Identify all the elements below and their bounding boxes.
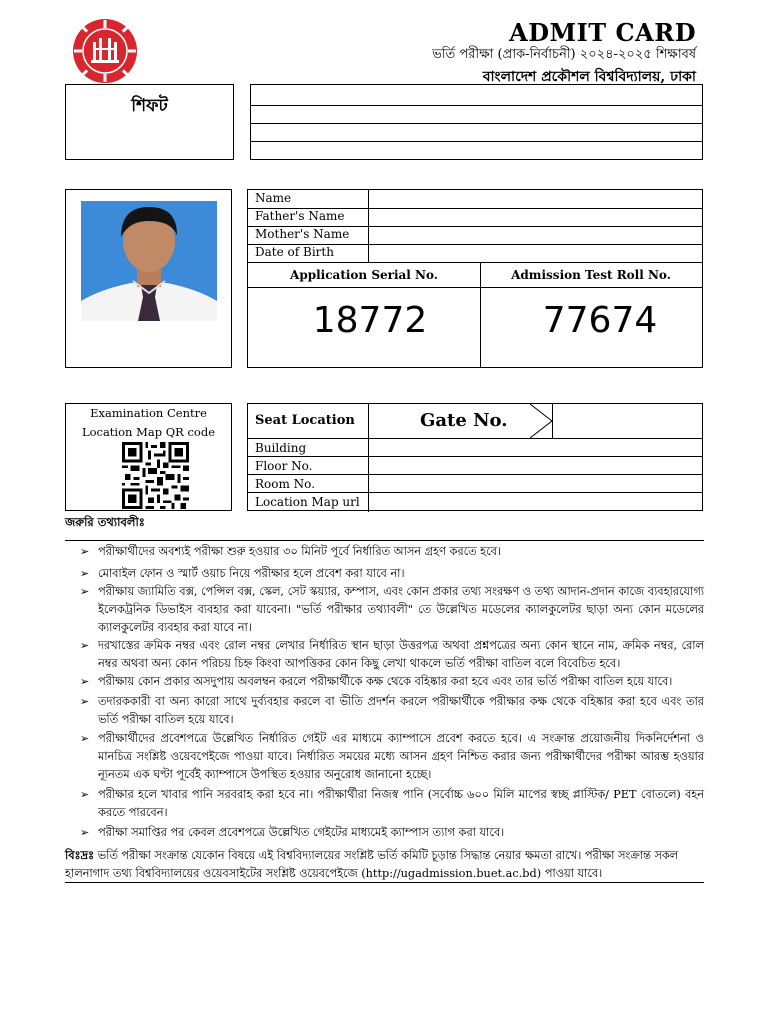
floor-row bbox=[248, 456, 702, 476]
serial-number: 18772 bbox=[312, 300, 428, 341]
arrow-bullet-icon: ➢ bbox=[80, 788, 90, 801]
instruction-text: পরীক্ষার্থীদের অবশ্যই পরীক্ষা শুরু হওয়ার ৩০ মিনিট পূর্বে নির্ধারিত আসন গ্রহণ করতে হবে। bbox=[98, 545, 501, 558]
seat-location-label: Seat Location bbox=[255, 413, 355, 428]
notice bbox=[65, 846, 704, 883]
roll-header: Admission Test Roll No. bbox=[480, 264, 702, 288]
room-label: Room No. bbox=[255, 477, 316, 491]
mother-name-row bbox=[248, 226, 702, 245]
instruction-item bbox=[65, 786, 704, 822]
qr-caption-line-1: Examination Centre bbox=[90, 406, 207, 420]
building-row bbox=[248, 438, 702, 458]
dob-row bbox=[248, 244, 702, 263]
instructions-heading: জরুরি তথ্যাবলীঃ bbox=[65, 515, 145, 529]
university-seal-logo bbox=[72, 18, 138, 84]
instruction-text: তদারককারী বা অন্য কারো সাথে দুর্ব্যবহার করলে বা ভীতি প্রদর্শন করলে পরীক্ষার্থীকে পরীক্ষার কক্ষ থেকে বহিষ্কার করা হবে এবং তার ভর্তি পরীক্ষা বাতিল হয়ে যাবে। bbox=[98, 695, 704, 726]
gate-value-divider bbox=[552, 404, 553, 438]
instruction-item bbox=[65, 637, 704, 673]
serial-header: Application Serial No. bbox=[248, 264, 480, 288]
instruction-text: পরীক্ষার হলে খাবার পানি সরবরাহ করা হবে না। পরীক্ষার্থীরা নিজস্ব পানি (সর্বোচ্চ ৬০০ মিলি মাপের স্বচ্ছ প্লাস্টিক/ PET বোতলে) বহন করতে পারবেন। bbox=[98, 788, 704, 819]
instructions-bottom-rule bbox=[65, 882, 704, 883]
qr-caption bbox=[66, 404, 231, 442]
admit-card-title: ADMIT CARD bbox=[509, 18, 696, 47]
arrow-bullet-icon: ➢ bbox=[80, 826, 90, 839]
gate-label: Gate No. bbox=[420, 410, 508, 431]
shift-box bbox=[65, 84, 234, 160]
qr-caption-line-2: Location Map QR code bbox=[81, 425, 216, 439]
seat-location-table bbox=[247, 403, 703, 511]
notice-label: বিঃদ্রঃ bbox=[65, 848, 95, 862]
name-label: Name bbox=[255, 191, 292, 205]
shift-line bbox=[251, 141, 702, 142]
arrow-bullet-icon: ➢ bbox=[80, 545, 90, 558]
instruction-item bbox=[65, 565, 704, 583]
mother-name-label: Mother's Name bbox=[255, 227, 350, 241]
instruction-text: দরখাস্তের ক্রমিক নম্বর এবং রোল নম্বর লেখার নির্ধারিত স্থান ছাড়া উত্তরপত্র অথবা প্রশ্নপত্রের অন্য কোন স্থানে নাম, ক্রমিক নম্বর, রোল নম্বর অথবা অন্য কোন পরিচয় চিহ্ন কিংবা আপত্তিকর কোন কিছু লেখা থাকলে ভর্তি পরীক্ষা বাতিল বলে বিবেচিত হবে। bbox=[98, 639, 704, 670]
candidate-photo bbox=[81, 201, 217, 321]
instruction-item bbox=[65, 583, 704, 637]
instruction-text: পরীক্ষা সমাপ্তির পর কেবল প্রবেশপত্রে উল্লেখিত গেইটের মাধ্যমেই ক্যাম্পাস ত্যাগ করা যাবে। bbox=[98, 826, 505, 839]
building-label: Building bbox=[255, 441, 307, 455]
exam-session-subtitle: ভর্তি পরীক্ষা (প্রাক-নির্বাচনী) ২০২৪-২০২৫ শিক্ষাবর্ষ bbox=[432, 47, 696, 62]
room-row bbox=[248, 474, 702, 494]
arrow-bullet-icon: ➢ bbox=[80, 675, 90, 688]
instruction-text: পরীক্ষায় কোন প্রকার অসদুপায় অবলম্বন করলে পরীক্ষার্থীকে কক্ষ থেকে বহিষ্কার করা হবে এবং তার ভর্তি পরীক্ষা বাতিল হয়ে যাবে। bbox=[98, 675, 673, 688]
candidate-photo-box bbox=[65, 189, 232, 368]
instruction-item bbox=[65, 693, 704, 729]
instruction-text: মোবাইল ফোন ও স্মার্ট ওয়াচ নিয়ে পরীক্ষার হলে প্রবেশ করা যাবে না। bbox=[98, 567, 405, 580]
arrow-bullet-icon: ➢ bbox=[80, 585, 90, 598]
arrow-bullet-icon: ➢ bbox=[80, 732, 90, 745]
map-url-label: Location Map url bbox=[255, 495, 360, 509]
instruction-item bbox=[65, 824, 704, 842]
floor-label: Floor No. bbox=[255, 459, 313, 473]
father-name-row bbox=[248, 208, 702, 227]
arrow-bullet-icon: ➢ bbox=[80, 639, 90, 652]
instruction-item bbox=[65, 673, 704, 691]
shift-label: শিফট bbox=[131, 96, 168, 116]
location-qr-box bbox=[65, 403, 232, 511]
instruction-text: পরীক্ষার্থীদের প্রবেশপত্রে উল্লেখিত নির্ধারিত গেইট এর মাধ্যমে ক্যাম্পাসে প্রবেশ করতে হবে। এ সংক্রান্ত প্রয়োজনীয় দিকনির্দেশনা ও মানচিত্র সংশ্লিষ্ট ওয়েবপেইজে পাওয়া যাবে। নির্ধারিত সময়ের মধ্যে আসন গ্রহণ নিশ্চিত করার জন্য পরীক্ষার্থীদের পরীক্ষা আরম্ভ হওয়ার ন্যূনতম এক ঘণ্টা পূর্বেই ক্যাম্পাসে উপস্থিত হওয়ার অনুরোধ জানানো হচ্ছে। bbox=[98, 732, 704, 781]
shift-details-box bbox=[250, 84, 703, 160]
arrow-bullet-icon: ➢ bbox=[80, 695, 90, 708]
dob-label: Date of Birth bbox=[255, 245, 334, 259]
gate-cell bbox=[368, 404, 554, 438]
roll-number: 77674 bbox=[542, 300, 658, 341]
university-name: বাংলাদেশ প্রকৌশল বিশ্ববিদ্যালয়, ঢাকা bbox=[482, 69, 696, 85]
name-row bbox=[248, 190, 702, 209]
instruction-text: পরীক্ষায় জ্যামিতি বক্স, পেন্সিল বক্স, স্কেল, সেট স্কয়্যার, কম্পাস, এবং কোন প্রকার তথ্য সংরক্ষণ ও তথ্য আদান-প্রদান কাজে ব্যবহারযোগ্য ইলেকট্রনিক ডিভাইস ব্যবহার করা যাবেনা। "ভর্তি পরীক্ষার তথ্যাবলী" তে উল্লেখিত মডেলের ক্যালকুলেটর ছাড়া অন্য কোন মডেলের ক্যালকুলেটর ব্যবহার করা যাবে না। bbox=[98, 585, 704, 634]
father-name-label: Father's Name bbox=[255, 209, 345, 223]
arrow-bullet-icon: ➢ bbox=[80, 567, 90, 580]
qr-code-icon[interactable] bbox=[121, 442, 190, 509]
notice-text: ভর্তি পরীক্ষা সংক্রান্ত যেকোন বিষয়ে এই বিশ্ববিদ্যালয়ের সংশ্লিষ্ট ভর্তি কমিটি চূড়ান্ত সিদ্ধান্ত নেয়ার ক্ষমতা রাখে। পরীক্ষা সংক্রান্ত সকল হালনাগাদ তথ্য বিশ্ববিদ্যালয়ের ওয়েবসাইটের সংশ্লিষ্ট ওয়েবপেইজে (http://ugadmission.buet.ac.bd) পাওয়া যাবে। bbox=[65, 849, 679, 880]
instruction-item bbox=[65, 730, 704, 784]
seat-location-cell bbox=[248, 404, 368, 438]
instruction-item bbox=[65, 543, 704, 561]
instructions-top-rule bbox=[65, 540, 704, 541]
candidate-info-table bbox=[247, 189, 703, 368]
shift-line bbox=[251, 105, 702, 106]
shift-line bbox=[251, 123, 702, 124]
map-url-row bbox=[248, 492, 702, 512]
